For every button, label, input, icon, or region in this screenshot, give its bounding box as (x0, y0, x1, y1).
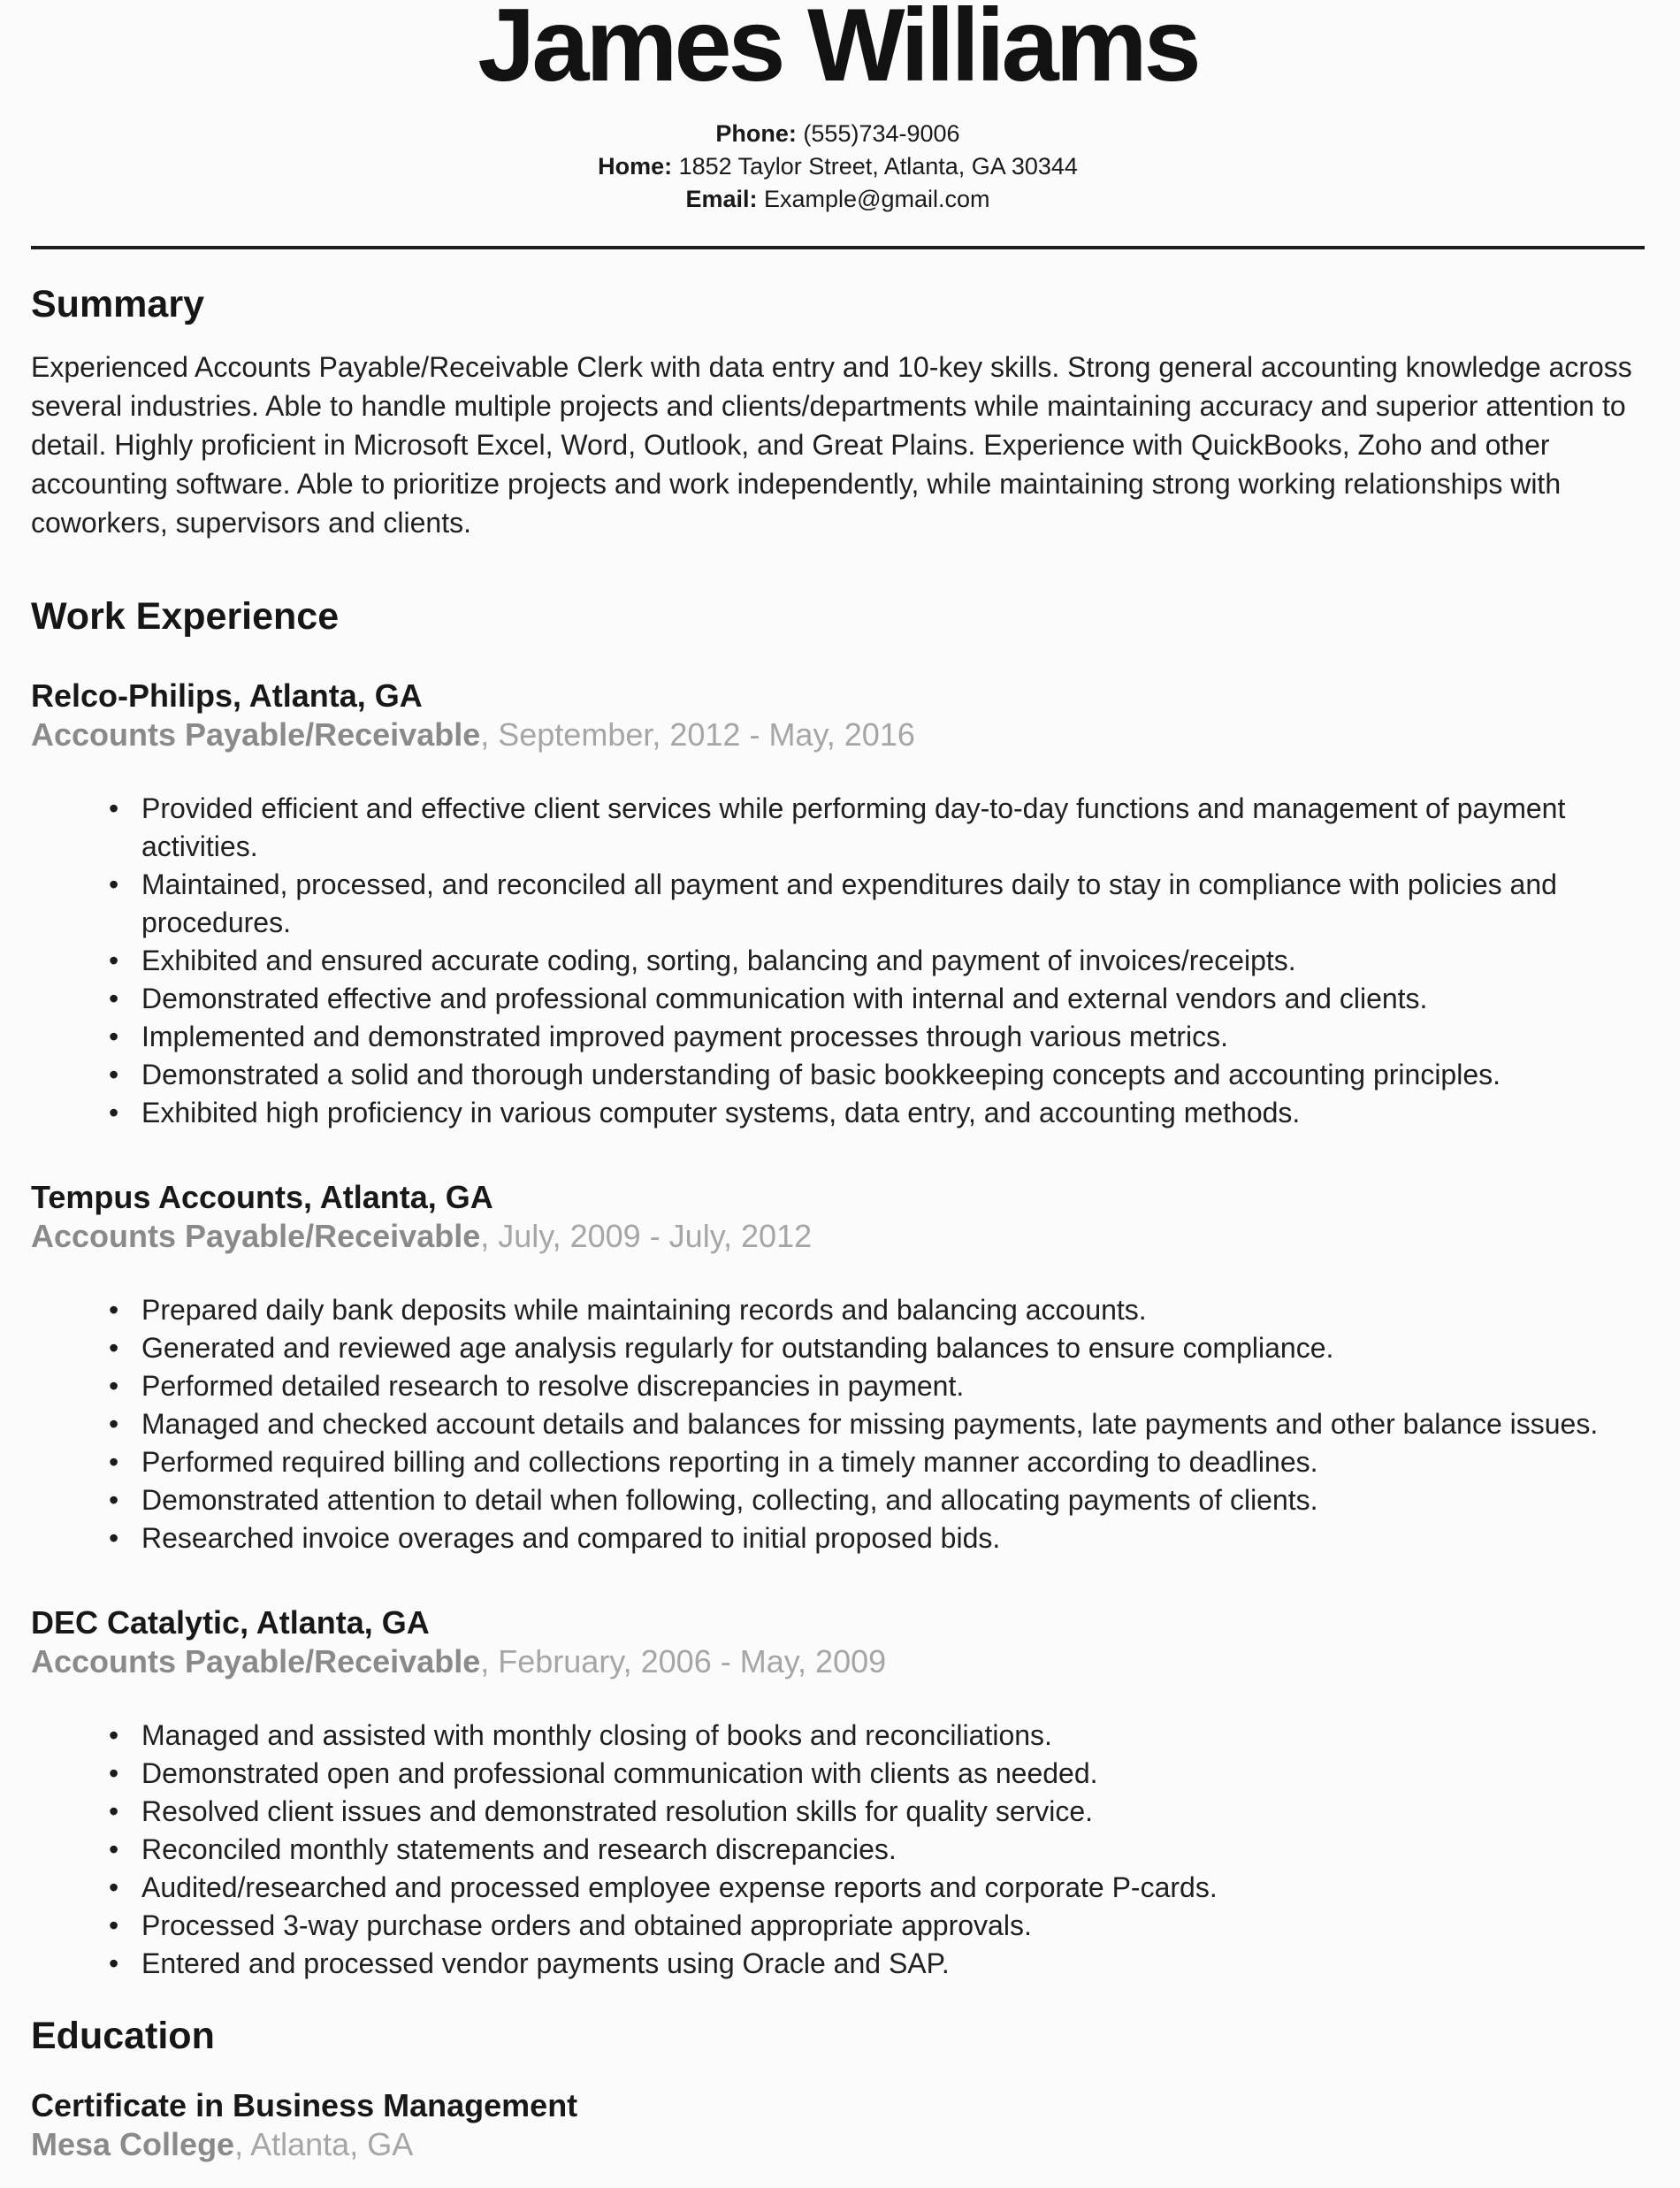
contact-phone (31, 118, 1645, 150)
job-role: Accounts Payable/Receivable (31, 1642, 481, 1679)
job-company: Tempus Accounts, Atlanta, GA (31, 1178, 493, 1215)
job-subtitle (31, 1217, 1645, 1256)
job-bullet: • Reconciled monthly statements and research discrepancies. (31, 1831, 1645, 1869)
job-company: Relco-Philips, Atlanta, GA (31, 677, 423, 714)
header-divider (31, 246, 1645, 249)
candidate-name: James Williams (477, 0, 1198, 103)
contact-email (31, 183, 1645, 216)
job-dates: , July, 2009 - July, 2012 (480, 1217, 813, 1254)
job-bullet: • Demonstrated attention to detail when following, collecting, and allocating payments of clients. (31, 1481, 1645, 1519)
job-bullet: • Exhibited high proficiency in various computer systems, data entry, and accounting methods. (31, 1094, 1645, 1132)
job-bullet: • Demonstrated open and professional communication with clients as needed. (31, 1755, 1645, 1793)
contact-phone-value: (555)734-9006 (796, 120, 960, 147)
job-bullet: • Entered and processed vendor payments using Oracle and SAP. (31, 1945, 1645, 1983)
job-bullet: • Provided efficient and effective client services while performing day-to-day functions and management of payment activities. (31, 790, 1645, 866)
job-company: DEC Catalytic, Atlanta, GA (31, 1603, 430, 1641)
contact-home-label: Home: (598, 153, 673, 180)
education-section (31, 2015, 1645, 2164)
job-bullet: • Performed detailed research to resolve discrepancies in payment. (31, 1367, 1645, 1405)
work-experience-heading: Work Experience (31, 595, 340, 639)
contact-block (31, 118, 1645, 216)
education-school: Mesa College (31, 2126, 235, 2163)
resume-header (31, 0, 1645, 216)
summary-heading: Summary (31, 283, 204, 325)
job-bullet: • Demonstrated a solid and thorough understanding of basic bookkeeping concepts and accounting principles. (31, 1056, 1645, 1094)
summary-section (31, 283, 1645, 542)
job-bullet: • Managed and assisted with monthly closing of books and reconciliations. (31, 1717, 1645, 1755)
job-bullet: • Resolved client issues and demonstrated resolution skills for quality service. (31, 1793, 1645, 1831)
job-bullet: • Demonstrated effective and professional communication with internal and external vendors and clients. (31, 980, 1645, 1018)
job-bullet: • Generated and reviewed age analysis regularly for outstanding balances to ensure compliance. (31, 1329, 1645, 1367)
contact-home-value: 1852 Taylor Street, Atlanta, GA 30344 (672, 153, 1078, 180)
education-heading: Education (31, 2014, 215, 2057)
job-bullet-list (31, 1717, 1645, 1983)
job-bullet: • Performed required billing and collections reporting in a timely manner according to deadlines. (31, 1443, 1645, 1481)
education-school-location: , Atlanta, GA (234, 2126, 414, 2163)
job-entry-tempus-accounts (31, 1178, 1645, 1557)
summary-text: Experienced Accounts Payable/Receivable Clerk with data entry and 10-key skills. Strong general accounting knowledge across several industries. Able to handle multiple projects and clients/departments while maintaining accuracy and superior attention to detail. Highly proficient in Microsoft Excel, Word, Outlook, and Great Plains. Experience with QuickBooks, Zoho and other accounting software. Able to prioritize projects and work independently, while maintaining strong working relationships with coworkers, supervisors and clients. (31, 351, 1632, 539)
job-bullet: • Audited/researched and processed employee expense reports and corporate P-cards. (31, 1869, 1645, 1907)
job-role: Accounts Payable/Receivable (31, 1217, 481, 1254)
contact-home (31, 150, 1645, 183)
job-bullet: • Implemented and demonstrated improved payment processes through various metrics. (31, 1018, 1645, 1056)
job-bullet-list (31, 1291, 1645, 1557)
job-entry-relco-philips (31, 677, 1645, 1132)
education-subtitle (31, 2125, 1645, 2164)
job-bullet: • Researched invoice overages and compared to initial proposed bids. (31, 1519, 1645, 1557)
job-dates: , February, 2006 - May, 2009 (480, 1642, 887, 1679)
job-bullet: • Processed 3-way purchase orders and obtained appropriate approvals. (31, 1907, 1645, 1945)
job-dates: , September, 2012 - May, 2016 (480, 715, 915, 753)
job-bullet: • Managed and checked account details and balances for missing payments, late payments and other balance issues. (31, 1405, 1645, 1443)
contact-email-label: Email: (685, 186, 758, 212)
job-bullet: • Exhibited and ensured accurate coding, sorting, balancing and payment of invoices/receipts. (31, 942, 1645, 980)
job-bullet: • Prepared daily bank deposits while maintaining records and balancing accounts. (31, 1291, 1645, 1329)
job-bullet-list (31, 790, 1645, 1132)
contact-phone-label: Phone: (715, 120, 797, 147)
education-degree: Certificate in Business Management (31, 2087, 578, 2124)
contact-email-value: Example@gmail.com (757, 186, 990, 212)
job-role: Accounts Payable/Receivable (31, 715, 481, 753)
job-bullet: • Maintained, processed, and reconciled all payment and expenditures daily to stay in compliance with policies and procedures. (31, 866, 1645, 942)
job-subtitle (31, 715, 1645, 754)
job-subtitle (31, 1642, 1645, 1681)
job-entry-dec-catalytic (31, 1603, 1645, 1983)
work-experience-section (31, 595, 1645, 1982)
